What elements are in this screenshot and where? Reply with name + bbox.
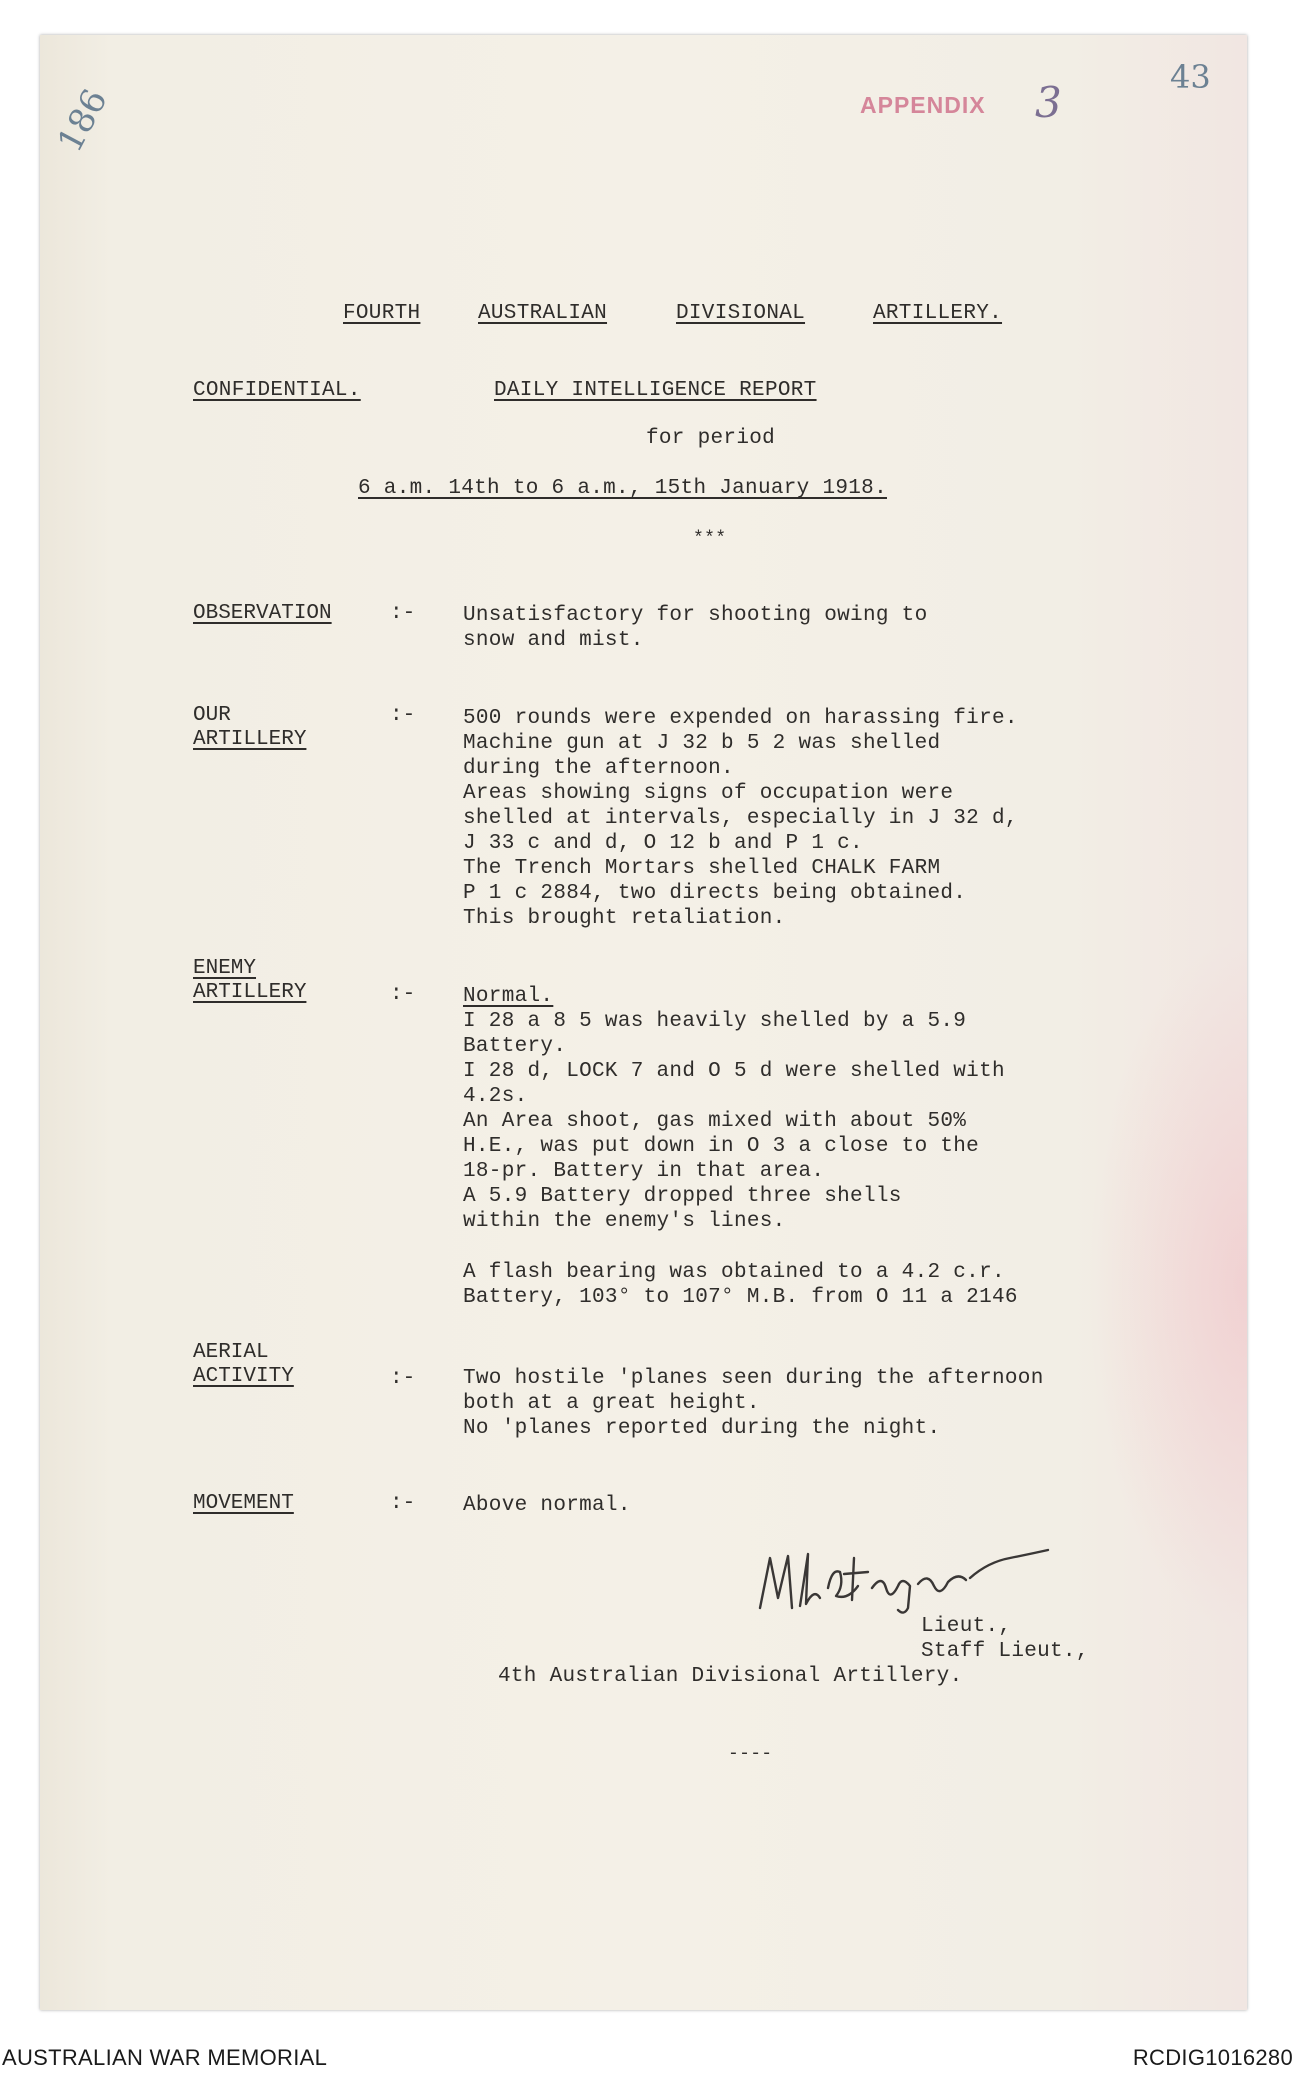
movement-line: Above normal. (463, 1494, 631, 1517)
our-artillery-line: J 33 c and d, O 12 b and P 1 c. (463, 832, 863, 855)
handwritten-signature (748, 1528, 1068, 1618)
signatory-rank: Lieut., (921, 1615, 1012, 1638)
flash-bearing-line: A flash bearing was obtained to a 4.2 c.r. (463, 1261, 1005, 1284)
our-artillery-line: 500 rounds were expended on harassing fire. (463, 707, 1018, 730)
our-artillery-colon: :- (390, 704, 416, 727)
enemy-artillery-label-2: ARTILLERY (193, 981, 307, 1004)
flash-bearing-line: Battery, 103° to 107° M.B. from O 11 a 2146 (463, 1286, 1018, 1309)
our-artillery-line: P 1 c 2884, two directs being obtained. (463, 882, 967, 905)
aerial-activity-line: both at a great height. (463, 1392, 760, 1415)
footer-left: AUSTRALIAN WAR MEMORIAL (2, 2045, 328, 2070)
observation-line: Unsatisfactory for shooting owing to (463, 604, 928, 627)
report-title: DAILY INTELLIGENCE REPORT (494, 379, 817, 402)
enemy-artillery-line: I 28 d, LOCK 7 and O 5 d were shelled with (463, 1060, 1005, 1083)
enemy-artillery-line: Battery. (463, 1035, 567, 1058)
title-word-3: DIVISIONAL (676, 302, 806, 325)
our-artillery-label-1: OUR (193, 704, 231, 727)
our-artillery-line: shelled at intervals, especially in J 32 d, (463, 807, 1018, 830)
appendix-number: 3 (1035, 78, 1062, 127)
title-word-4: ARTILLERY. (873, 302, 1003, 325)
enemy-artillery-line: within the enemy's lines. (463, 1210, 786, 1233)
aerial-activity-label-2: ACTIVITY (193, 1365, 294, 1388)
classification: CONFIDENTIAL. (193, 379, 361, 402)
title-word-1: FOURTH (343, 302, 421, 325)
enemy-artillery-line: 4.2s. (463, 1085, 528, 1108)
signatory-unit: 4th Australian Divisional Artillery. (498, 1665, 963, 1688)
enemy-artillery-line: A 5.9 Battery dropped three shells (463, 1185, 902, 1208)
our-artillery-label-2: ARTILLERY (193, 728, 307, 751)
our-artillery-line: This brought retaliation. (463, 907, 786, 930)
enemy-artillery-line: I 28 a 8 5 was heavily shelled by a 5.9 (463, 1010, 967, 1033)
our-artillery-line: Machine gun at J 32 b 5 2 was shelled (463, 732, 941, 755)
period-label: for period (646, 427, 776, 450)
enemy-artillery-line: 18-pr. Battery in that area. (463, 1160, 825, 1183)
report-period: 6 a.m. 14th to 6 a.m., 15th January 1918. (358, 477, 887, 500)
title-word-2: AUSTRALIAN (478, 302, 608, 325)
enemy-artillery-line: Normal. (463, 985, 554, 1008)
aerial-activity-line: No 'planes reported during the night. (463, 1417, 941, 1440)
footer-right: RCDIG1016280 (1132, 2045, 1293, 2070)
appendix-stamp: APPENDIX (860, 92, 986, 118)
observation-label: OBSERVATION (193, 602, 332, 625)
observation-line: snow and mist. (463, 629, 644, 652)
aerial-activity-line: Two hostile 'planes seen during the afternoon (463, 1367, 1044, 1390)
enemy-artillery-line: H.E., was put down in O 3 a close to the (463, 1135, 980, 1158)
enemy-artillery-label-1: ENEMY (193, 957, 257, 980)
folio-number: 186 (50, 82, 116, 159)
aerial-activity-label-1: AERIAL (193, 1341, 269, 1364)
enemy-artillery-line: An Area shoot, gas mixed with about 50% (463, 1110, 967, 1133)
our-artillery-line: The Trench Mortars shelled CHALK FARM (463, 857, 941, 880)
movement-colon: :- (390, 1492, 416, 1515)
observation-colon: :- (390, 602, 416, 625)
our-artillery-line: Areas showing signs of occupation were (463, 782, 954, 805)
movement-label: MOVEMENT (193, 1492, 294, 1515)
aerial-activity-colon: :- (390, 1367, 416, 1390)
enemy-artillery-colon: :- (390, 983, 416, 1006)
end-mark: ---- (728, 1744, 773, 1764)
our-artillery-line: during the afternoon. (463, 757, 734, 780)
separator-asterisks: *** (693, 529, 727, 549)
page-number: 43 (1170, 58, 1211, 96)
signatory-title: Staff Lieut., (921, 1640, 1089, 1663)
